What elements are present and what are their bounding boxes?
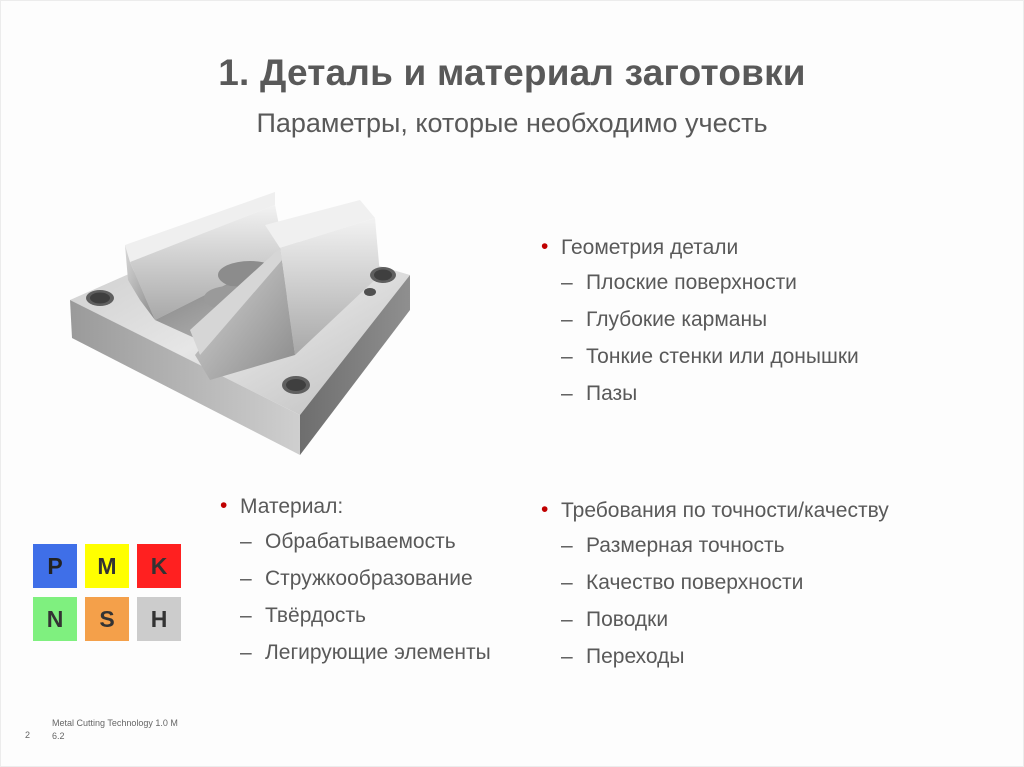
list-item [541, 607, 981, 633]
list-item [220, 640, 520, 666]
dash-marker: – [240, 641, 252, 664]
geometry-heading-text: Геометрия детали [561, 236, 739, 259]
dash-marker: – [561, 645, 573, 668]
slide-title: 1. Деталь и материал заготовки [218, 52, 806, 93]
list-item [541, 644, 981, 670]
iso-tile-letter: H [150, 605, 168, 632]
iso-tile-letter: M [97, 552, 117, 579]
iso-tile-letter: S [99, 605, 115, 632]
geometry-heading [541, 236, 981, 260]
list-item-text: Глубокие карманы [586, 308, 768, 331]
list-item [541, 270, 981, 296]
material-section [220, 495, 520, 677]
list-item-text: Размерная точность [586, 534, 785, 557]
list-item [541, 570, 981, 596]
list-item [541, 533, 981, 559]
iso-tile-s [85, 597, 129, 641]
dash-marker: – [561, 345, 573, 368]
list-item-text: Поводки [586, 608, 669, 631]
material-heading-text: Материал: [240, 495, 344, 518]
list-item-text: Переходы [586, 645, 685, 668]
geometry-section [541, 236, 981, 418]
dash-marker: – [561, 382, 573, 405]
iso-tile-letter: N [46, 605, 64, 632]
bullet-marker: • [220, 494, 228, 517]
list-item [541, 381, 981, 407]
list-item [220, 529, 520, 555]
requirements-list [541, 533, 981, 670]
list-item [220, 603, 520, 629]
bullet-marker: • [541, 235, 549, 258]
requirements-section [541, 499, 981, 681]
list-item-text: Обрабатываемость [265, 530, 456, 553]
page-number: 2 [25, 730, 31, 740]
list-item-text: Пазы [586, 382, 638, 405]
list-item-text: Качество поверхности [586, 571, 804, 594]
dash-marker: – [561, 608, 573, 631]
material-heading [220, 495, 520, 519]
dash-marker: – [561, 308, 573, 331]
dash-marker: – [240, 604, 252, 627]
requirements-heading-text: Требования по точности/качеству [561, 499, 889, 522]
iso-tile-n [33, 597, 77, 641]
footer-line: Metal Cutting Technology 1.0 M [52, 718, 178, 728]
list-item [220, 566, 520, 592]
dash-marker: – [240, 567, 252, 590]
machined-part-image [60, 180, 420, 465]
dash-marker: – [240, 530, 252, 553]
material-list [220, 529, 520, 666]
dash-marker: – [561, 571, 573, 594]
footer-caption [52, 717, 178, 743]
geometry-list [541, 270, 981, 407]
list-item-text: Стружкообразование [265, 567, 473, 590]
list-item [541, 344, 981, 370]
requirements-heading [541, 499, 981, 523]
iso-tile-k [137, 544, 181, 588]
dash-marker: – [561, 271, 573, 294]
list-item-text: Легирующие элементы [265, 641, 491, 664]
list-item-text: Тонкие стенки или донышки [586, 345, 859, 368]
iso-tile-m [85, 544, 129, 588]
iso-tile-letter: K [150, 552, 168, 579]
list-item-text: Твёрдость [265, 604, 366, 627]
iso-material-groups [33, 544, 183, 644]
list-item [541, 307, 981, 333]
bullet-marker: • [541, 498, 549, 521]
dash-marker: – [561, 534, 573, 557]
footer-line: 6.2 [52, 731, 65, 741]
slide-subtitle: Параметры, которые необходимо учесть [256, 108, 768, 138]
list-item-text: Плоские поверхности [586, 271, 797, 294]
iso-tile-p [33, 544, 77, 588]
iso-tile-h [137, 597, 181, 641]
iso-tile-letter: P [47, 552, 63, 579]
